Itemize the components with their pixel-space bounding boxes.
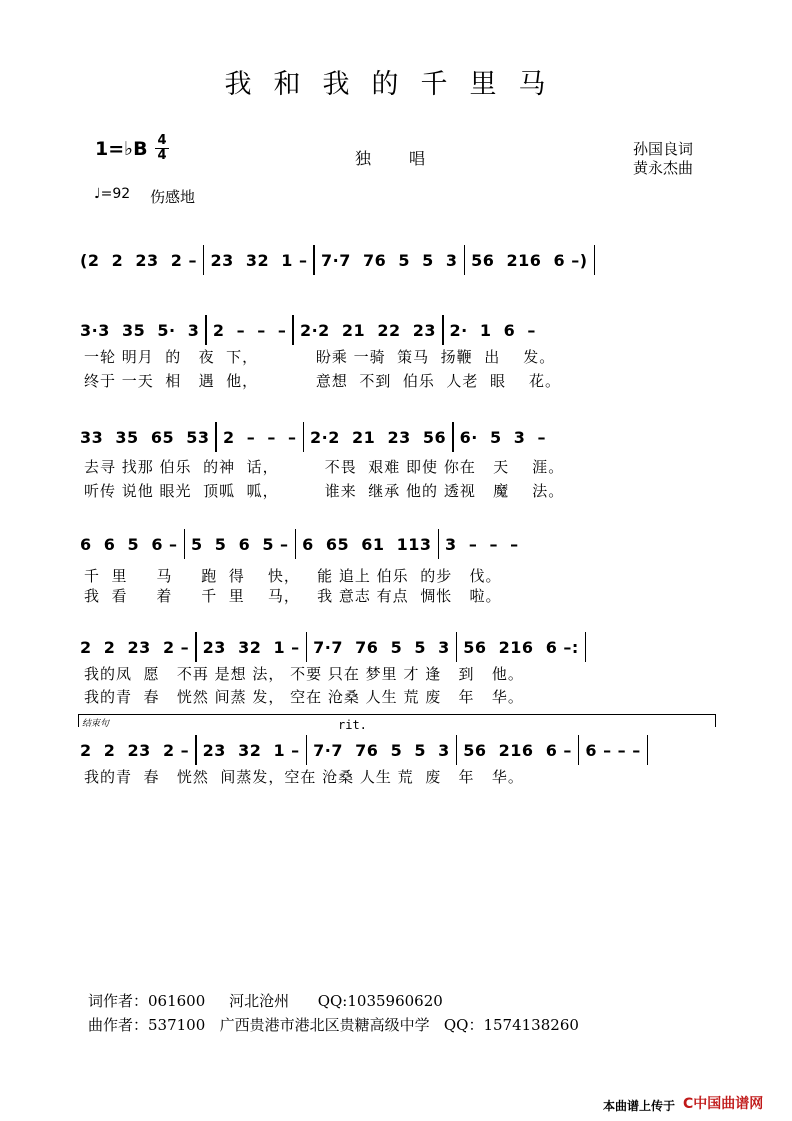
lyric-line: 去寻 找那 伯乐 的神 话， 不畏 艰难 即使 你在 天 涯。	[84, 458, 565, 476]
ending-bracket	[78, 714, 716, 727]
barline	[303, 422, 305, 452]
barline	[647, 735, 649, 765]
score-row	[80, 527, 720, 561]
lyric-line: 我 看 着 千 里 马， 我 意志 有点 惆怅 啦。	[84, 587, 502, 605]
expression-marking: 伤感地	[150, 188, 196, 206]
measure: 2 – – –	[222, 427, 297, 447]
measure: 56 216 6 –:	[463, 637, 579, 657]
measure: 6 6 5 6 –	[80, 534, 178, 554]
barline	[215, 422, 217, 452]
measure: 33 35 65 53	[80, 427, 210, 447]
lyric-line: 我的青 春 恍然 间蒸 发， 空在 沧桑 人生 荒 废 年 华。	[84, 688, 524, 706]
barline	[594, 245, 596, 275]
measure: 3 – – –	[445, 534, 519, 554]
score-row	[80, 630, 720, 664]
upload-note: 本曲谱上传于	[603, 1099, 676, 1113]
measure: 2·2 21 22 23	[299, 320, 436, 340]
composer-info: 曲作者：537100 广西贵港市港北区贵糖高级中学 QQ：1574138260	[88, 1016, 579, 1034]
barline	[184, 529, 186, 559]
score-row	[80, 733, 720, 767]
barline	[195, 632, 197, 662]
performance-type: 独唱	[355, 149, 464, 168]
barline	[438, 529, 440, 559]
measure: 23 32 1 –	[202, 637, 300, 657]
measure: 7·7 76 5 5 3	[320, 250, 458, 270]
barline	[313, 245, 315, 275]
barline	[292, 315, 294, 345]
barline	[203, 245, 205, 275]
key-signature: 1=♭B	[95, 138, 148, 160]
measure: 6 65 61 113	[302, 534, 432, 554]
tempo-marking: ♩=92	[94, 186, 131, 202]
measure: 6· 5 3 –	[459, 427, 547, 447]
barline	[306, 632, 308, 662]
lyric-line: 一轮 明月 的 夜 下， 盼乘 一骑 策马 扬鞭 出 发。	[84, 348, 556, 366]
barline	[578, 735, 580, 765]
meter-top: 4	[157, 133, 167, 148]
measure: 56 216 6 –	[463, 740, 572, 760]
page-title: 我和我的千里马	[224, 69, 568, 100]
time-signature	[155, 134, 169, 163]
score-row	[80, 313, 720, 347]
measure: 23 32 1 –	[202, 740, 300, 760]
measure: 56 216 6 –)	[471, 250, 588, 270]
lyricist-info: 词作者：061600 河北沧州 QQ:1035960620	[88, 992, 443, 1010]
lyric-line: 终于 一天 相 遇 他， 意想 不到 伯乐 人老 眼 花。	[84, 372, 562, 390]
barline	[195, 735, 197, 765]
composer-credit: 黄永杰曲	[633, 159, 694, 177]
measure: 2· 1 6 –	[449, 320, 536, 340]
barline	[295, 529, 297, 559]
lyric-line: 我的凤 愿 不再 是想 法， 不要 只在 梦里 才 逢 到 他。	[84, 665, 524, 683]
barline	[456, 632, 458, 662]
measure: 3·3 35 5· 3	[80, 320, 200, 340]
score-row	[80, 243, 720, 277]
barline	[442, 315, 444, 345]
measure: 5 5 6 5 –	[191, 534, 289, 554]
ending-label: 结束句	[82, 719, 110, 729]
measure: (2 2 23 2 –	[80, 250, 197, 270]
barline	[306, 735, 308, 765]
measure: 7·7 76 5 5 3	[313, 637, 450, 657]
ritardando-marking: rit.	[338, 718, 367, 732]
measure: 7·7 76 5 5 3	[313, 740, 450, 760]
score-row	[80, 420, 720, 454]
measure: 2·2 21 23 56	[310, 427, 447, 447]
site-logo[interactable]: C中国曲谱网	[683, 1096, 764, 1112]
barline	[452, 422, 454, 452]
barline	[585, 632, 587, 662]
measure: 2 2 23 2 –	[80, 740, 190, 760]
lyricist-credit: 孙国良词	[633, 140, 694, 158]
barline	[205, 315, 207, 345]
measure: 2 – – –	[212, 320, 287, 340]
lyric-line: 千 里 马 跑 得 快， 能 追上 伯乐 的步 伐。	[84, 567, 502, 585]
barline	[464, 245, 466, 275]
barline	[456, 735, 458, 765]
meter-bottom: 4	[157, 148, 167, 163]
lyric-line: 听传 说他 眼光 顶呱 呱， 谁来 继承 他的 透视 魔 法。	[84, 482, 565, 500]
lyric-line: 我的青 春 恍然 间蒸发，空在 沧桑 人生 荒 废 年 华。	[84, 768, 524, 786]
measure: 23 32 1 –	[210, 250, 308, 270]
measure: 6 – – –	[585, 740, 641, 760]
measure: 2 2 23 2 –	[80, 637, 190, 657]
